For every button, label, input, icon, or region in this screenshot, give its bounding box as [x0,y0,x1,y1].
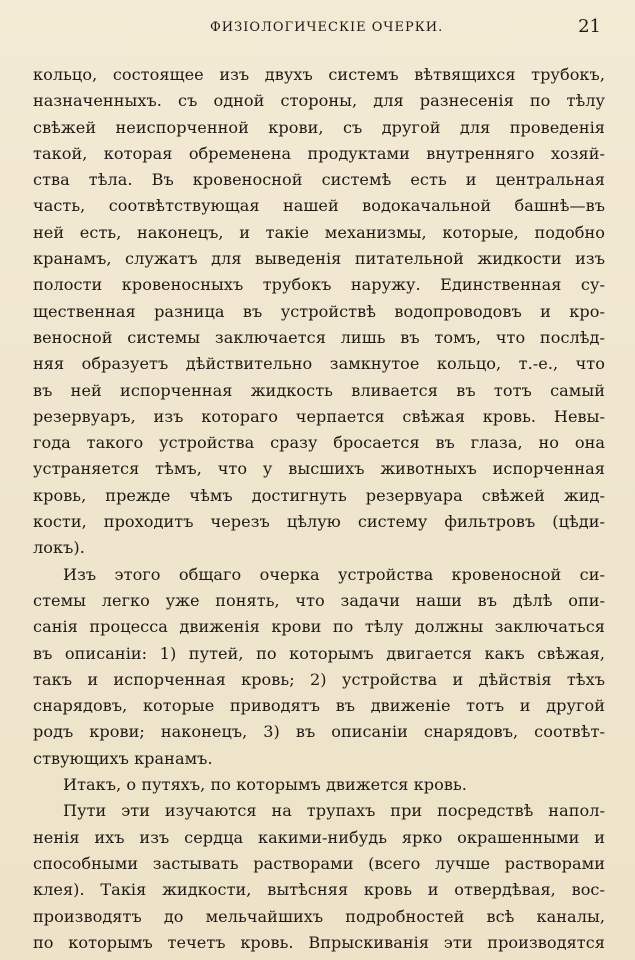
text-line: кровь, прежде чѣмъ достигнуть резервуара свѣжей жид- [33,485,605,505]
paragraph-single-line: Итакъ, о путяхъ, по которымъ движется кровь. [63,775,467,795]
text-line: въ ней испорченная жидкость вливается въ тотъ самый [33,380,605,400]
text-line: веносной системы заключается лишь въ томъ, что послѣд- [33,327,605,347]
text-line: такой, которая обременена продуктами внутренняго хозяй- [33,143,605,163]
text-line: ненія ихъ изъ сердца какими-нибудь ярко окрашенными и [33,827,605,847]
running-title: ФИЗІОЛОГИЧЕСКІЕ ОЧЕРКИ. [210,20,444,35]
text-line: стемы легко уже понять, что задачи наши въ дѣлѣ опи- [33,590,605,610]
text-line: родъ крови; наконецъ, 3) въ описаніи снарядовъ, соотвѣт- [33,722,605,742]
text-line: производятъ до мельчайшихъ подробностей всѣ каналы, [33,906,605,926]
text-line: въ описаніи: 1) путей, по которымъ двигается какъ свѣжая, [33,643,605,663]
text-line: назначенныхъ. съ одной стороны, для разнесенія по тѣлу [33,91,605,111]
text-line: по которымъ течетъ кровь. Впрыскиванія эти производятся [33,932,605,952]
text-line: санія процесса движенія крови по тѣлу должны заключаться [33,617,605,637]
text-line: кости, проходитъ черезъ цѣлую систему фильтровъ (цѣди- [33,512,605,532]
text-line: кранамъ, служатъ для выведенія питательной жидкости изъ [33,249,605,269]
text-line: резервуаръ, изъ котораго черпается свѣжая кровь. Невы- [33,406,605,426]
text-line: свѣжей неиспорченной крови, съ другой для проведенія [33,117,605,137]
text-line: такъ и испорченная кровь; 2) устройства и дѣйствія тѣхъ [33,669,605,689]
body-text [33,62,605,956]
text-line: щественная разница въ устройствѣ водопроводовъ и кро- [33,301,605,321]
paragraph-first-line: Изъ этого общаго очерка устройства кровеносной си- [63,564,605,584]
text-line: няя образуетъ дѣйствительно замкнутое кольцо, т.-е., что [33,354,605,374]
text-line: кольцо, состоящее изъ двухъ системъ вѣтвящихся трубокъ, [33,65,605,84]
text-line: ства тѣла. Въ кровеносной системѣ есть и центральная [33,170,605,190]
text-line: снарядовъ, которые приводятъ въ движеніе тотъ и другой [33,696,605,716]
text-line: полости кровеносныхъ трубокъ наружу. Единственная су- [33,275,605,295]
text-line: способными застывать растворами (всего лучше растворами [33,853,605,873]
text-line: ней есть, наконецъ, и такіе механизмы, которые, подобно [33,222,605,242]
paragraph-end-line: ствующихъ кранамъ. [33,748,213,768]
paragraph-first-line: Пути эти изучаются на трупахъ при посредствѣ напол- [63,801,605,821]
page-header [0,16,635,44]
text-line: часть, соотвѣтствующая нашей водокачальной башнѣ—въ [33,196,605,216]
paragraph-end-line: локъ). [33,538,85,558]
text-line: клея). Такія жидкости, вытѣсняя кровь и отвердѣвая, вос- [33,880,605,900]
page-number: 21 [578,16,601,37]
text-line: года такого устройства сразу бросается въ глаза, но она [33,433,605,453]
text-line: устраняется тѣмъ, что у высшихъ животныхъ испорченная [33,459,605,479]
